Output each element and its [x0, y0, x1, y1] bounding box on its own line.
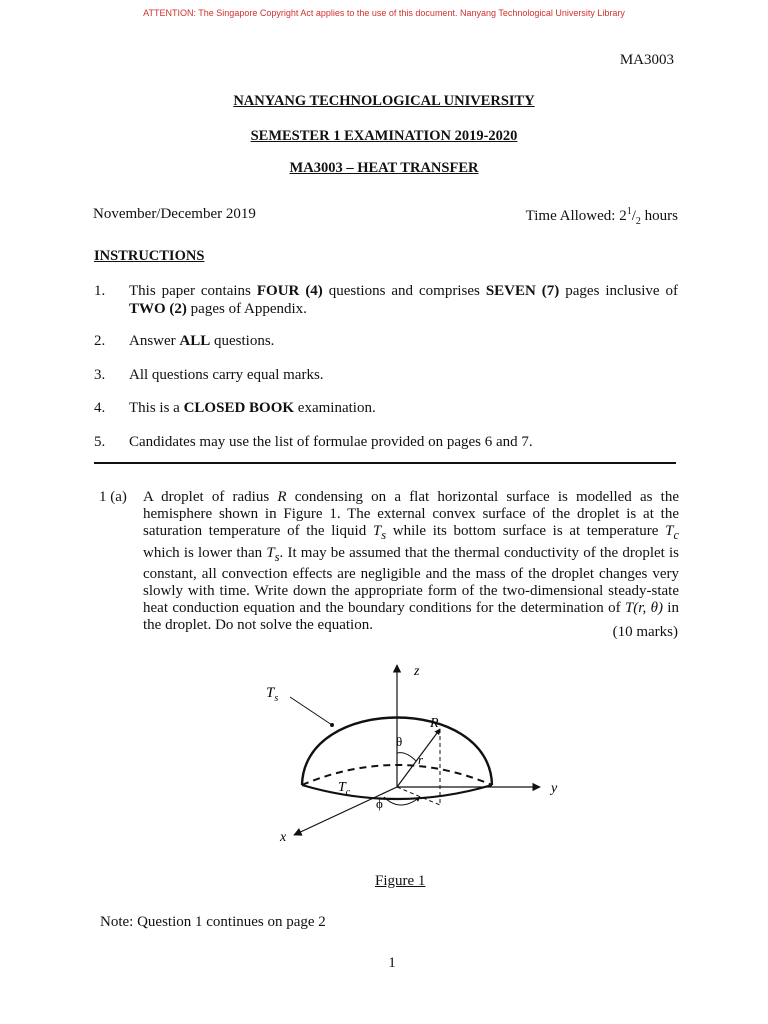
- instruction-text: This paper contains FOUR (4) questions and comprises SEVEN (7) pages inclusive of TWO (2) pages of Appendix.: [129, 283, 678, 317]
- instruction-number: 3.: [94, 367, 106, 383]
- phi-label: ϕ: [376, 796, 383, 811]
- exam-title: SEMESTER 1 EXAMINATION 2019-2020: [250, 128, 518, 144]
- instruction-item: [94, 282, 678, 318]
- R-label: R: [430, 716, 439, 731]
- r-label: r: [418, 752, 424, 767]
- continuation-note: Note: Question 1 continues on page 2: [100, 914, 326, 930]
- instruction-text: All questions carry equal marks.: [129, 367, 324, 383]
- question-marks: (10 marks): [612, 624, 678, 640]
- time-whole: 2: [619, 208, 627, 224]
- instruction-item: [94, 332, 678, 350]
- time-num: 1: [626, 206, 632, 217]
- theta-arc: [397, 753, 416, 761]
- instruction-item: [94, 399, 678, 417]
- ts-label: $T_s$: [266, 685, 279, 704]
- figure-hemisphere-diagram: [240, 655, 580, 850]
- time-label: Time Allowed:: [525, 208, 616, 224]
- question-1a: [99, 489, 679, 635]
- course-code: MA3003: [619, 52, 674, 68]
- time-unit: hours: [644, 208, 678, 224]
- university-title: NANYANG TECHNOLOGICAL UNIVERSITY: [233, 93, 535, 109]
- y-label: y: [551, 781, 558, 796]
- instruction-text: This is a CLOSED BOOK examination.: [129, 400, 376, 416]
- question-label: 1 (a): [99, 489, 127, 505]
- time-den: 2: [635, 216, 641, 227]
- instruction-text: Candidates may use the list of formulae provided on pages 6 and 7.: [129, 434, 533, 450]
- figure-caption: Figure 1: [375, 873, 426, 889]
- instruction-text: Answer ALL questions.: [129, 333, 275, 349]
- instruction-number: 4.: [94, 400, 106, 416]
- tc-label: $T_c$: [338, 780, 351, 798]
- instruction-item: [94, 366, 678, 384]
- x-label: x: [280, 830, 287, 845]
- ts-leader-dot: [330, 723, 334, 727]
- instruction-number: 2.: [94, 333, 106, 349]
- instruction-number: 1.: [94, 283, 106, 299]
- theta-label: θ: [396, 734, 403, 749]
- z-label: z: [414, 664, 420, 679]
- instruction-item: [94, 433, 678, 451]
- page-number: 1: [388, 955, 396, 971]
- ts-leader-line: [290, 697, 332, 725]
- section-divider: [94, 462, 676, 464]
- exam-date: November/December 2019: [93, 206, 256, 222]
- question-text: A droplet of radius R condensing on a flat horizontal surface is modelled as the hemisphere shown in Figure 1. The external convex surface of the droplet is at the saturation temperature of the liquid $T_s$ while its bottom surface is at temperature $T_c$ which is lower than $T_s$. It may be assumed that the thermal conductivity of the droplet is constant, all convection effects are negligible and the mass of the droplet changes very slowly with time. Write down the appropriate form of the two-dimensional steady-state heat conduction equation and the boundary conditions for the determination of T(r, θ) in the droplet. Do not solve the equation.: [143, 489, 680, 634]
- time-allowed: Time Allowed: $2^1/_2$ hours: [525, 206, 678, 227]
- copyright-notice: ATTENTION: The Singapore Copyright Act applies to the use of this document. Nanyang Technological University Library: [143, 8, 625, 18]
- instruction-number: 5.: [94, 434, 106, 450]
- course-title: MA3003 – HEAT TRANSFER: [289, 160, 479, 176]
- instructions-heading: INSTRUCTIONS: [94, 248, 205, 264]
